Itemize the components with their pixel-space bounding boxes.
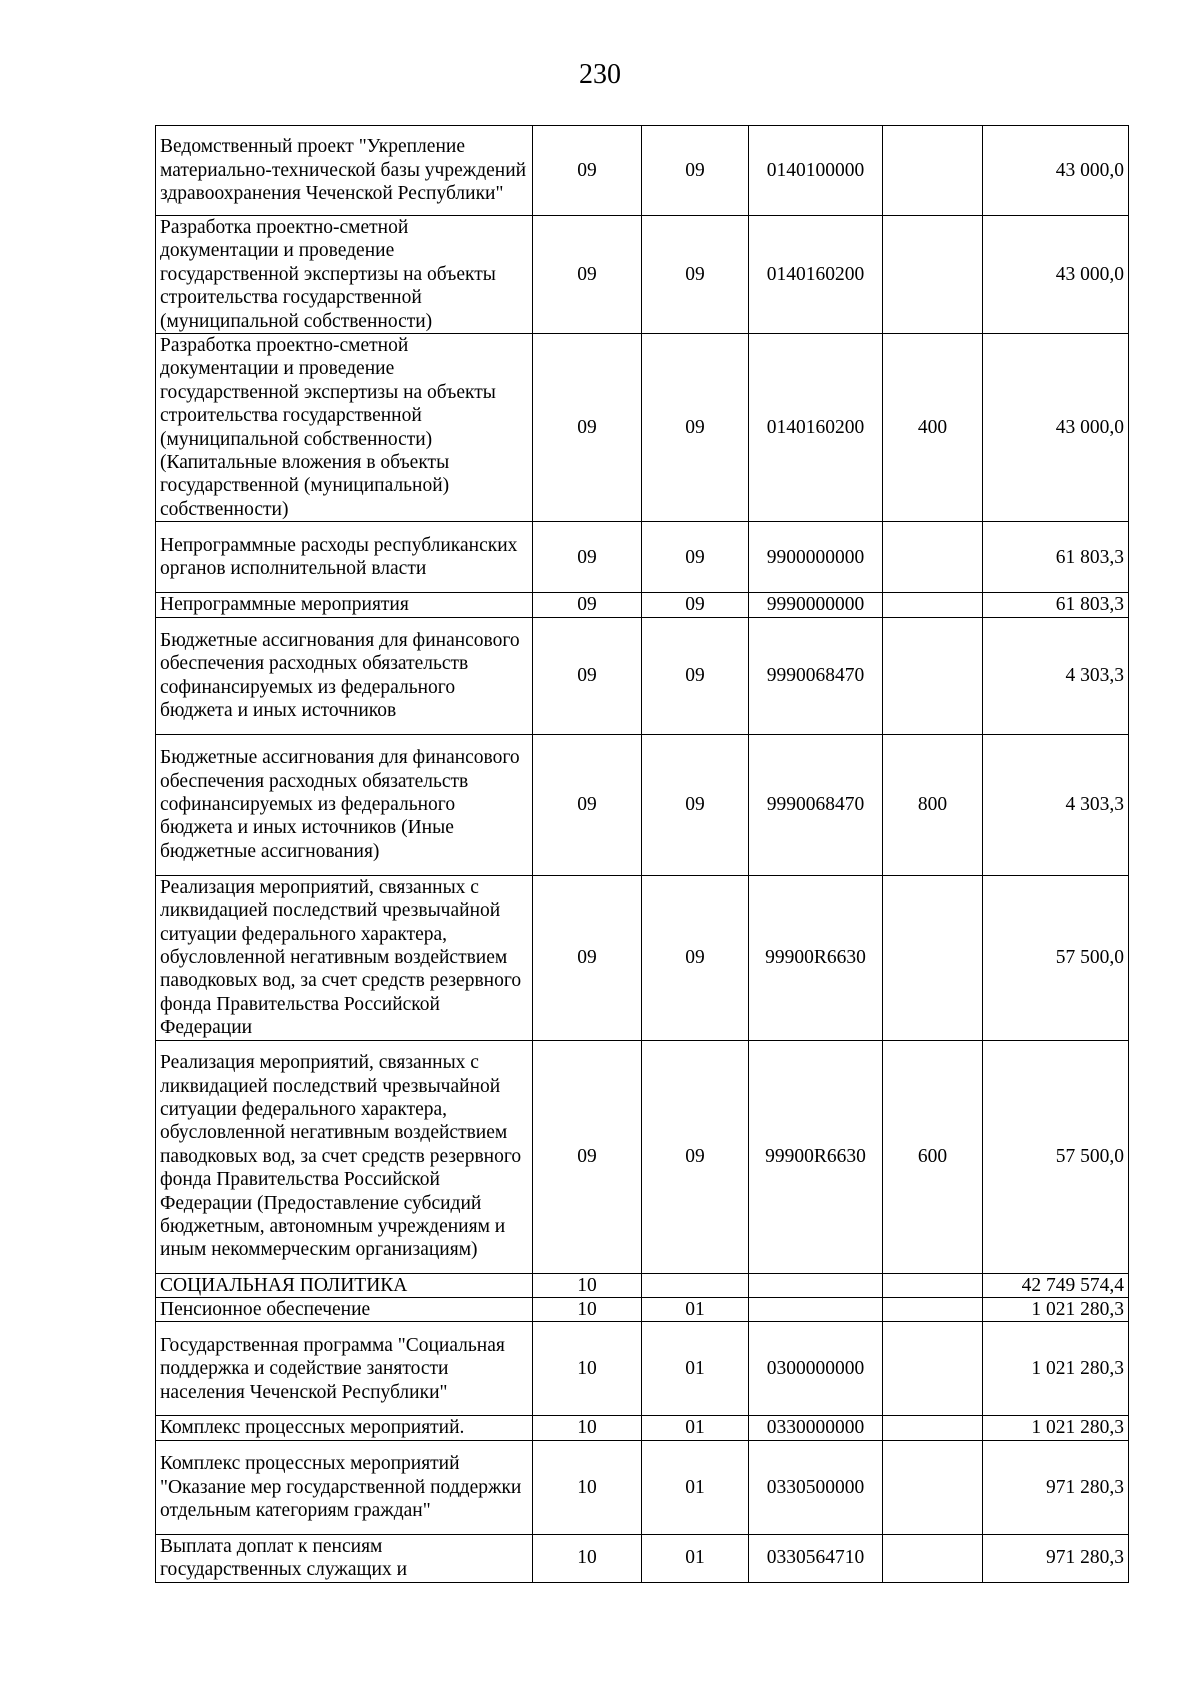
row-name: Реализация мероприятий, связанных с ликвидацией последствий чрезвычайной ситуации федерального характера, обусловленной негативным воздействием паводковых вод, за счет средств резервного фонда Правительства Российской Федерации (Предоставление субсидий бюджетным, автономным учреждениям и иным некоммерческим организациям)	[156, 1040, 533, 1273]
row-subsection: 01	[642, 1416, 749, 1440]
table-row	[156, 593, 1129, 617]
row-amount: 1 021 280,3	[983, 1322, 1129, 1416]
row-section: 09	[533, 875, 642, 1040]
row-target-item: 0330500000	[749, 1440, 883, 1534]
row-target-item: 0140100000	[749, 126, 883, 216]
row-section: 09	[533, 593, 642, 617]
row-subsection: 09	[642, 522, 749, 593]
row-subsection: 09	[642, 734, 749, 875]
row-section: 09	[533, 1040, 642, 1273]
row-amount: 42 749 574,4	[983, 1273, 1129, 1297]
row-target-item	[749, 1273, 883, 1297]
row-subsection: 09	[642, 593, 749, 617]
row-section: 09	[533, 216, 642, 334]
row-subsection	[642, 1273, 749, 1297]
row-subsection: 09	[642, 875, 749, 1040]
row-expense-type	[883, 126, 983, 216]
row-name: Бюджетные ассигнования для финансового обеспечения расходных обязательств софинансируемых из федерального бюджета и иных источников (Иные бюджетные ассигнования)	[156, 734, 533, 875]
row-name: Разработка проектно-сметной документации и проведение государственной экспертизы на объекты строительства государственной (муниципальной собственности) (Капитальные вложения в объекты государственной (муниципальной) собственности)	[156, 334, 533, 522]
row-amount: 57 500,0	[983, 875, 1129, 1040]
row-subsection: 09	[642, 1040, 749, 1273]
row-amount: 971 280,3	[983, 1534, 1129, 1582]
table-row	[156, 1273, 1129, 1297]
row-subsection: 09	[642, 126, 749, 216]
table-row	[156, 1297, 1129, 1321]
row-expense-type	[883, 1534, 983, 1582]
row-target-item: 0140160200	[749, 334, 883, 522]
row-section: 10	[533, 1273, 642, 1297]
table-row	[156, 522, 1129, 593]
row-name: Выплата доплат к пенсиям государственных служащих и	[156, 1534, 533, 1582]
row-amount: 61 803,3	[983, 593, 1129, 617]
page-number: 230	[579, 59, 621, 90]
table-row	[156, 334, 1129, 522]
row-expense-type	[883, 1297, 983, 1321]
row-subsection: 01	[642, 1534, 749, 1582]
row-subsection: 09	[642, 334, 749, 522]
row-target-item: 99900R6630	[749, 875, 883, 1040]
table-row	[156, 875, 1129, 1040]
row-subsection: 09	[642, 216, 749, 334]
row-expense-type	[883, 875, 983, 1040]
row-subsection: 09	[642, 617, 749, 734]
table-row	[156, 126, 1129, 216]
row-name: Государственная программа "Социальная поддержка и содействие занятости населения Чеченской Республики"	[156, 1322, 533, 1416]
row-name: СОЦИАЛЬНАЯ ПОЛИТИКА	[156, 1273, 533, 1297]
budget-table	[155, 125, 1129, 1583]
row-section: 10	[533, 1416, 642, 1440]
table-row	[156, 617, 1129, 734]
row-section: 10	[533, 1297, 642, 1321]
row-section: 09	[533, 734, 642, 875]
row-expense-type: 800	[883, 734, 983, 875]
row-section: 09	[533, 334, 642, 522]
table-row	[156, 1416, 1129, 1440]
row-expense-type: 600	[883, 1040, 983, 1273]
row-name: Бюджетные ассигнования для финансового обеспечения расходных обязательств софинансируемых из федерального бюджета и иных источников	[156, 617, 533, 734]
row-expense-type	[883, 1416, 983, 1440]
row-target-item: 0140160200	[749, 216, 883, 334]
row-name: Комплекс процессных мероприятий.	[156, 1416, 533, 1440]
row-subsection: 01	[642, 1322, 749, 1416]
row-amount: 43 000,0	[983, 216, 1129, 334]
row-expense-type	[883, 1322, 983, 1416]
row-target-item: 9900000000	[749, 522, 883, 593]
row-subsection: 01	[642, 1297, 749, 1321]
row-name: Разработка проектно-сметной документации и проведение государственной экспертизы на объекты строительства государственной (муниципальной собственности)	[156, 216, 533, 334]
row-name: Ведомственный проект "Укрепление материально-технической базы учреждений здравоохранения Чеченской Республики"	[156, 126, 533, 216]
row-target-item	[749, 1297, 883, 1321]
row-name: Комплекс процессных мероприятий "Оказание мер государственной поддержки отдельным категориям граждан"	[156, 1440, 533, 1534]
row-section: 09	[533, 617, 642, 734]
row-amount: 4 303,3	[983, 617, 1129, 734]
row-expense-type	[883, 1440, 983, 1534]
row-amount: 61 803,3	[983, 522, 1129, 593]
table-row	[156, 1440, 1129, 1534]
row-expense-type	[883, 1273, 983, 1297]
table-row	[156, 1534, 1129, 1582]
budget-table-body	[156, 126, 1129, 1583]
row-name: Пенсионное обеспечение	[156, 1297, 533, 1321]
row-expense-type: 400	[883, 334, 983, 522]
row-name: Непрограммные мероприятия	[156, 593, 533, 617]
row-amount: 1 021 280,3	[983, 1416, 1129, 1440]
row-target-item: 0330000000	[749, 1416, 883, 1440]
row-target-item: 9990068470	[749, 617, 883, 734]
row-section: 09	[533, 126, 642, 216]
table-row	[156, 1040, 1129, 1273]
row-expense-type	[883, 216, 983, 334]
table-row	[156, 216, 1129, 334]
row-target-item: 9990000000	[749, 593, 883, 617]
row-amount: 4 303,3	[983, 734, 1129, 875]
row-amount: 57 500,0	[983, 1040, 1129, 1273]
row-section: 09	[533, 522, 642, 593]
row-expense-type	[883, 593, 983, 617]
row-name: Реализация мероприятий, связанных с ликвидацией последствий чрезвычайной ситуации федерального характера, обусловленной негативным воздействием паводковых вод, за счет средств резервного фонда Правительства Российской Федерации	[156, 875, 533, 1040]
row-section: 10	[533, 1440, 642, 1534]
row-subsection: 01	[642, 1440, 749, 1534]
row-target-item: 0300000000	[749, 1322, 883, 1416]
row-amount: 43 000,0	[983, 334, 1129, 522]
row-amount: 43 000,0	[983, 126, 1129, 216]
row-expense-type	[883, 522, 983, 593]
row-amount: 1 021 280,3	[983, 1297, 1129, 1321]
row-target-item: 99900R6630	[749, 1040, 883, 1273]
row-section: 10	[533, 1534, 642, 1582]
table-row	[156, 734, 1129, 875]
row-amount: 971 280,3	[983, 1440, 1129, 1534]
row-expense-type	[883, 617, 983, 734]
row-target-item: 0330564710	[749, 1534, 883, 1582]
row-section: 10	[533, 1322, 642, 1416]
row-target-item: 9990068470	[749, 734, 883, 875]
row-name: Непрограммные расходы республиканских органов исполнительной власти	[156, 522, 533, 593]
table-row	[156, 1322, 1129, 1416]
